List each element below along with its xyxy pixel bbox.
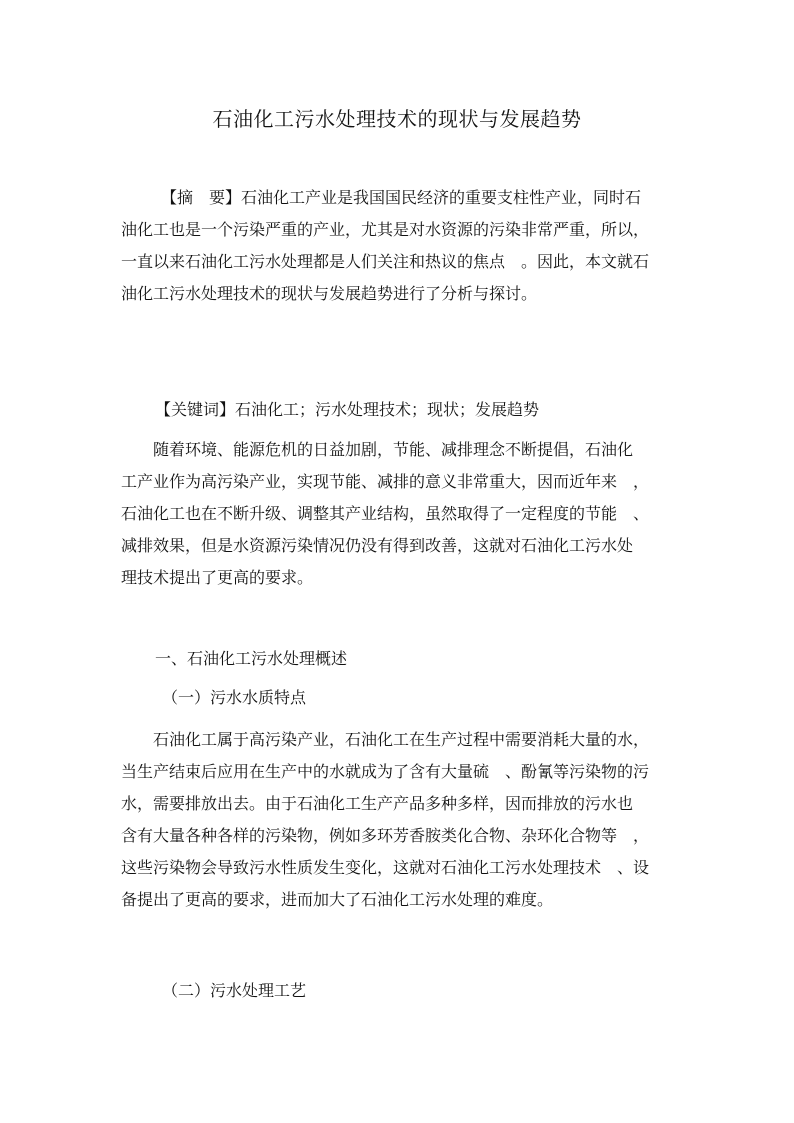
intro-line: 工产业作为高污染产业，实现节能、减排的意义非常重大，因而近年来 ， — [121, 472, 650, 491]
keywords-paragraph — [121, 394, 677, 426]
abstract-paragraph — [121, 182, 677, 310]
subsection-heading: （二）污水处理工艺 — [162, 981, 307, 1000]
paragraph-line: 这些污染物会导致污水性质发生变化，这就对石油化工污水处理技术 、设 — [121, 858, 650, 877]
paragraph-line: 当生产结束后应用在生产中的水就成为了含有大量硫 、酚氰等污染物的污 — [121, 762, 650, 781]
intro-paragraph — [121, 434, 677, 594]
intro-line: 随着环境、能源危机的日益加剧，节能、减排理念不断提倡，石油化 — [153, 440, 634, 459]
intro-line: 石油化工也在不断升级、调整其产业结构，虽然取得了一定程度的节能 、 — [121, 504, 650, 523]
abstract-line: 一直以来石油化工污水处理都是人们关注和热议的焦点 。因此，本文就石 — [121, 252, 650, 271]
section-heading: 一、石油化工污水处理概述 — [155, 649, 348, 668]
document-title: 石油化工污水处理技术的现状与发展趋势 — [212, 107, 582, 131]
paragraph-line: 水，需要排放出去。由于石油化工生产产品多种多样，因而排放的污水也 — [121, 794, 634, 813]
abstract-line: 【摘 要】石油化工产业是我国国民经济的重要支柱性产业，同时石 — [161, 188, 642, 207]
paragraph-line: 含有大量各种各样的污染物，例如多环芳香胺类化合物、杂环化合物等 ， — [121, 826, 650, 845]
intro-line: 理技术提出了更高的要求。 — [121, 568, 314, 587]
paragraph-line: 石油化工属于高污染产业，石油化工在生产过程中需要消耗大量的水， — [153, 730, 650, 749]
keywords-line: 【关键词】石油化工；污水处理技术；现状；发展趋势 — [155, 400, 540, 419]
abstract-line: 油化工污水处理技术的现状与发展趋势进行了分析与探讨。 — [121, 284, 538, 303]
abstract-line: 油化工也是一个污染严重的产业，尤其是对水资源的污染非常严重，所以， — [121, 220, 650, 239]
intro-line: 减排效果，但是水资源污染情况仍没有得到改善，这就对石油化工污水处 — [121, 536, 634, 555]
paragraph-line: 备提出了更高的要求，进而加大了石油化工污水处理的难度。 — [121, 890, 554, 909]
water-quality-paragraph — [121, 724, 677, 916]
subsection-heading: （一）污水水质特点 — [162, 688, 307, 707]
